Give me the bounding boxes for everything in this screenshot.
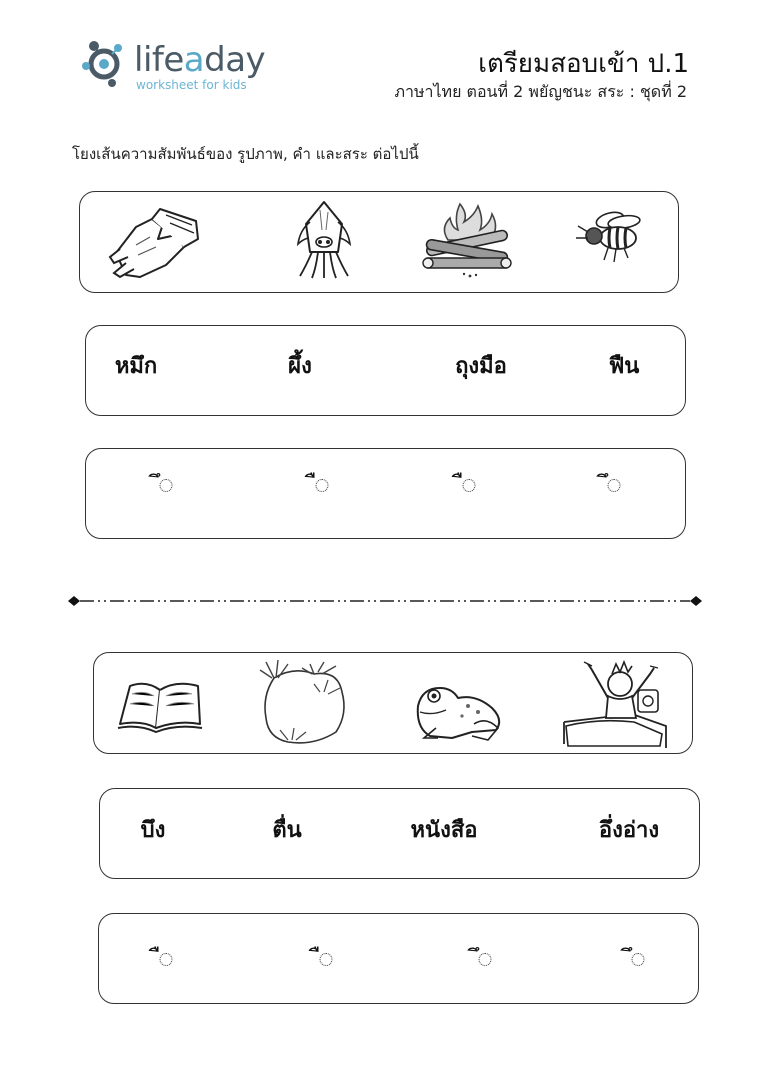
pond-picture — [258, 658, 350, 748]
firewood-picture — [420, 200, 514, 280]
book-picture — [116, 678, 206, 734]
dotted-consonant-placeholder — [479, 953, 492, 966]
logo-wordmark: lifeaday — [134, 40, 266, 80]
word-toad: อึ่งอ่าง — [598, 818, 660, 843]
dotted-consonant-placeholder — [632, 953, 645, 966]
worksheet-subtitle: ภาษาไทย ตอนที่ 2 พยัญชนะ สระ : ชุดที่ 2 — [394, 82, 687, 101]
section1-vowel-box — [85, 448, 686, 539]
lifeaday-logo — [82, 38, 282, 98]
waking-boy-picture — [562, 656, 668, 750]
word-firewood: ฟืน — [608, 354, 640, 379]
vowel-2 — [316, 472, 317, 498]
vowel-6 — [320, 946, 321, 972]
word-wake-up: ตื่น — [272, 818, 302, 843]
vowel-1 — [160, 472, 161, 498]
bee-picture — [574, 208, 646, 264]
molecule-logo-icon — [82, 38, 132, 90]
dotted-consonant-placeholder — [160, 953, 173, 966]
word-bee: ผึ้ง — [288, 354, 312, 379]
vowel-3 — [463, 472, 464, 498]
vowel-4 — [608, 472, 609, 498]
word-squid: หมึก — [114, 354, 158, 379]
logo-tagline: worksheet for kids — [136, 78, 247, 92]
worksheet-title: เตรียมสอบเข้า ป.1 — [478, 49, 689, 79]
vowel-7 — [479, 946, 480, 972]
vowel-8 — [632, 946, 633, 972]
word-book: หนังสือ — [410, 818, 478, 843]
dotted-consonant-placeholder — [463, 479, 476, 492]
dotted-consonant-placeholder — [160, 479, 173, 492]
section1-word-box — [85, 325, 686, 416]
section2-vowel-box — [98, 913, 699, 1004]
frog-picture — [412, 680, 504, 744]
dotted-consonant-placeholder — [608, 479, 621, 492]
instruction-text: โยงเส้นความสัมพันธ์ของ รูปภาพ, คำ และสระ ต่อไปนี้ — [72, 145, 419, 163]
squid-picture — [292, 200, 356, 280]
section-divider — [68, 594, 702, 608]
glove-picture — [106, 205, 202, 281]
word-glove: ถุงมือ — [455, 354, 507, 379]
dotted-consonant-placeholder — [320, 953, 333, 966]
dotted-consonant-placeholder — [316, 479, 329, 492]
vowel-5 — [160, 946, 161, 972]
word-swamp: บึง — [140, 818, 166, 843]
